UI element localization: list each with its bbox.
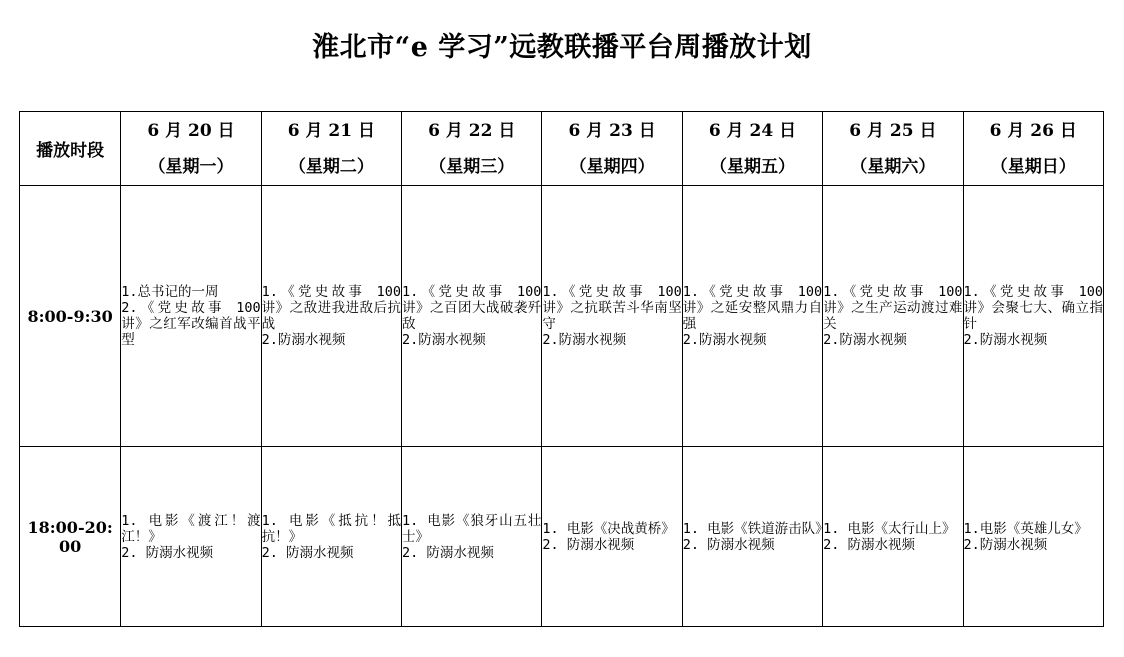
program-cell — [823, 447, 963, 627]
day-weekday: （星期六） — [850, 156, 936, 177]
program-item: 2.防溺水视频 — [261, 332, 346, 348]
page-title: 淮北市“e 学习”远教联播平台周播放计划 — [312, 32, 812, 63]
program-cell — [402, 447, 542, 627]
program-item: 1. 电影《太行山上》 — [823, 520, 956, 537]
day-weekday: （星期三） — [429, 156, 515, 177]
program-item: 1.《党史故事 100 讲》之百团大战破袭歼敌 — [402, 284, 542, 332]
program-cell — [121, 186, 261, 447]
schedule-table — [19, 111, 1104, 627]
day-header-fri — [682, 112, 822, 186]
program-item: 1.电影《英雄儿女》 — [963, 520, 1088, 537]
program-item: 1.《党史故事 100 讲》会聚七大、确立指针 — [963, 284, 1103, 332]
program-item: 2.防溺水视频 — [963, 332, 1048, 348]
program-item: 2.防溺水视频 — [402, 332, 486, 348]
day-date: 6 月 25 日 — [849, 120, 937, 141]
program-cell — [963, 186, 1103, 447]
program-item: 1. 电影《抵抗！抵抗！》 — [261, 512, 402, 545]
time-slot-morning: 8:00-9:30 — [20, 186, 121, 447]
program-item: 2.防溺水视频 — [682, 332, 767, 348]
program-item: 1. 电影《铁道游击队》 — [682, 520, 829, 537]
program-cell — [823, 186, 963, 447]
time-slot-evening: 18:00-20: 00 — [20, 447, 121, 627]
day-header-sat — [823, 112, 963, 186]
day-weekday: （星期一） — [148, 156, 234, 177]
day-date: 6 月 24 日 — [708, 120, 797, 141]
day-header-sun — [963, 112, 1103, 186]
program-cell — [542, 186, 682, 447]
day-date: 6 月 21 日 — [287, 120, 375, 141]
evening-row — [20, 447, 1104, 627]
program-item: 2.《党史故事 100 讲》之红军改编首战平型 — [121, 300, 261, 348]
program-item: 1.《党史故事 100 讲》之抗联苦斗华南坚守 — [542, 284, 682, 332]
program-cell — [261, 447, 401, 627]
program-item: 2.防溺水视频 — [963, 536, 1048, 553]
day-header-tue — [261, 112, 401, 186]
program-item: 1.总书记的一周 — [121, 284, 219, 300]
day-weekday: （星期四） — [569, 156, 655, 177]
program-item: 2. 防溺水视频 — [823, 536, 916, 553]
program-item: 1.《党史故事 100 讲》之敌进我进敌后抗战 — [261, 284, 402, 332]
program-item: 2. 防溺水视频 — [121, 544, 214, 561]
program-item: 1. 电影《狼牙山五壮士》 — [402, 512, 542, 545]
day-date: 6 月 23 日 — [568, 120, 656, 141]
morning-row — [20, 186, 1104, 447]
program-item: 1.《党史故事 100 讲》之延安整风鼎力自强 — [682, 284, 823, 332]
program-item: 2. 防溺水视频 — [261, 544, 354, 561]
day-header-thu — [542, 112, 682, 186]
program-item: 2.防溺水视频 — [542, 332, 627, 348]
program-item: 2. 防溺水视频 — [542, 536, 635, 553]
program-cell — [121, 447, 261, 627]
time-slot-header: 播放时段 — [20, 112, 121, 186]
day-date: 6 月 20 日 — [147, 120, 235, 141]
program-item: 2.防溺水视频 — [823, 332, 907, 348]
day-date: 6 月 26 日 — [989, 120, 1077, 141]
day-header-wed — [402, 112, 542, 186]
day-weekday: （星期五） — [709, 156, 795, 177]
program-cell — [682, 447, 829, 627]
program-cell — [261, 186, 401, 447]
program-item: 2. 防溺水视频 — [682, 536, 775, 553]
program-item: 1.《党史故事 100 讲》之生产运动渡过难关 — [823, 284, 963, 332]
program-item: 2. 防溺水视频 — [402, 544, 494, 561]
program-cell — [682, 186, 822, 447]
day-date: 6 月 22 日 — [428, 120, 516, 141]
header-row — [20, 112, 1104, 186]
day-weekday: （星期日） — [990, 156, 1076, 177]
day-header-mon — [121, 112, 261, 186]
program-item: 1. 电影《渡江！渡江！》 — [121, 512, 261, 545]
program-item: 1. 电影《决战黄桥》 — [542, 520, 675, 537]
program-cell — [402, 186, 542, 447]
program-cell — [963, 447, 1103, 627]
program-cell — [542, 447, 682, 627]
day-weekday: （星期二） — [288, 156, 374, 177]
